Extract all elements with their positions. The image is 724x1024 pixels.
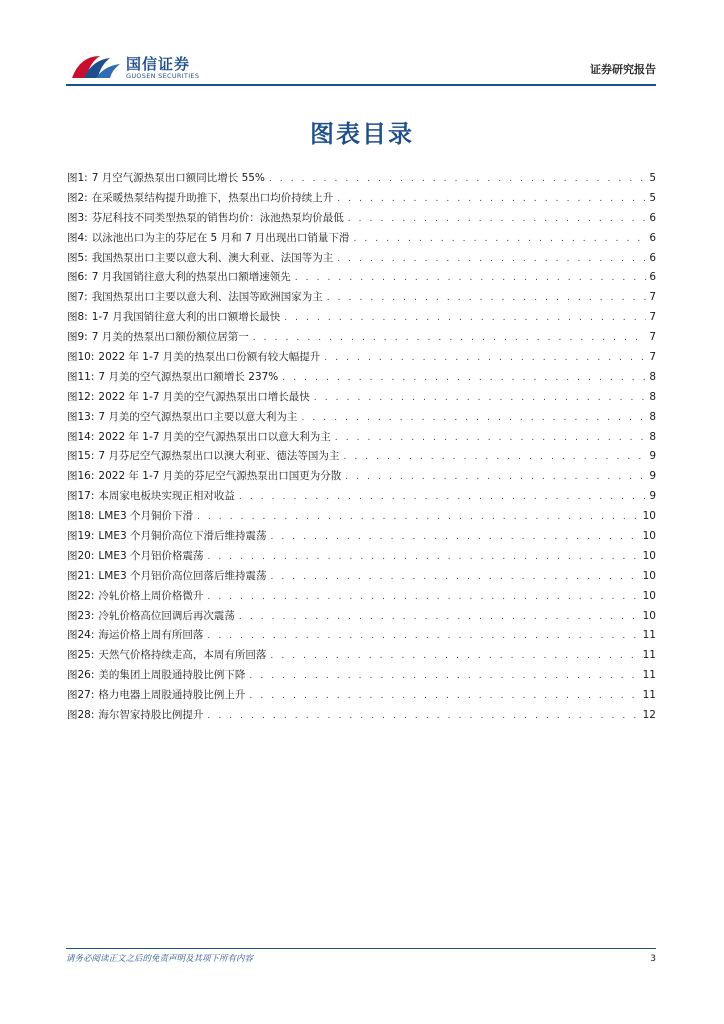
toc-entry[interactable]	[67, 249, 656, 269]
toc-entry-title: 冷轧价格高位回调后再次震荡	[98, 609, 235, 622]
toc-entry-number: 图22:	[67, 589, 95, 602]
toc-entry-title: 7 月美的热泵出口额份额位居第一	[91, 331, 249, 344]
toc-entry[interactable]	[67, 229, 656, 249]
toc-entry[interactable]	[67, 328, 656, 348]
toc-entry-number: 图26:	[67, 669, 95, 682]
toc-entry[interactable]	[67, 607, 656, 627]
toc-entry-number: 图19:	[67, 530, 95, 543]
toc-entry-number: 图24:	[67, 629, 95, 642]
toc-dot-leader	[323, 289, 646, 309]
toc-entry[interactable]	[67, 209, 656, 229]
page-number: 3	[650, 954, 656, 964]
toc-dot-leader	[235, 488, 646, 508]
toc-dot-leader	[333, 250, 646, 270]
toc-entry-number: 图14:	[67, 430, 95, 443]
toc-entry-page: 10	[642, 549, 656, 562]
toc-entry-title: 以泳池出口为主的芬尼在 5 月和 7 月出现出口销量下滑	[91, 231, 350, 244]
toc-entry-title: 海尔智家持股比例提升	[98, 709, 204, 722]
logo-english-name: GUOSEN SECURITIES	[126, 72, 200, 80]
toc-entry-title: 芬尼科技不同类型热泵的销售均价：泳池热泵均价最低	[91, 211, 344, 224]
toc-entry-page: 5	[649, 191, 656, 204]
toc-entry[interactable]	[67, 646, 656, 666]
toc-entry-page: 11	[642, 669, 656, 682]
toc-dot-leader	[291, 269, 646, 289]
toc-entry[interactable]	[67, 547, 656, 567]
toc-dot-leader	[341, 468, 646, 488]
toc-entry-title: 7 月芬尼空气源热泵出口以澳大利亚、德法等国为主	[98, 450, 340, 463]
toc-entry[interactable]	[67, 308, 656, 328]
toc-entry-page: 8	[649, 430, 656, 443]
toc-entry-page: 6	[649, 231, 656, 244]
toc-dot-leader	[235, 608, 643, 628]
footer-disclaimer: 请务必阅读正文之后的免责声明及其项下所有内容	[66, 954, 254, 964]
toc-entry[interactable]	[67, 408, 656, 428]
toc-entry-page: 6	[649, 271, 656, 284]
toc-dot-leader	[297, 409, 646, 429]
toc-entry-title: 我国热泵出口主要以意大利、澳大利亚、法国等为主	[91, 251, 334, 264]
toc-entry-number: 图3:	[67, 211, 88, 224]
toc-dot-leader	[339, 448, 646, 468]
toc-entry-title: 2022 年 1-7 月美的热泵出口份额有较大幅提升	[98, 351, 321, 364]
report-type-label: 证券研究报告	[590, 63, 656, 76]
toc-entry-page: 8	[649, 370, 656, 383]
toc-entry-number: 图12:	[67, 390, 95, 403]
toc-entry-title: 2022 年 1-7 月美的空气源热泵出口增长最快	[98, 390, 310, 403]
toc-entry-page: 6	[649, 211, 656, 224]
toc-entry-page: 7	[649, 311, 656, 324]
toc-entry-title: 冷轧价格上周价格微升	[98, 589, 204, 602]
toc-entry-page: 7	[649, 331, 656, 344]
toc-entry-number: 图28:	[67, 709, 95, 722]
toc-entry-page: 10	[642, 589, 656, 602]
toc-entry[interactable]	[67, 587, 656, 607]
toc-entry-number: 图27:	[67, 689, 95, 702]
toc-dot-leader	[320, 349, 646, 369]
toc-dot-leader	[333, 190, 646, 210]
toc-dot-leader	[245, 667, 642, 687]
toc-dot-leader	[278, 369, 646, 389]
toc-entry-page: 11	[642, 689, 656, 702]
toc-dot-leader	[344, 210, 646, 230]
toc-entry[interactable]	[67, 507, 656, 527]
toc-entry-number: 图2:	[67, 191, 88, 204]
toc-entry[interactable]	[67, 368, 656, 388]
toc-entry-page: 8	[649, 390, 656, 403]
toc-entry-number: 图11:	[67, 370, 95, 383]
toc-entry[interactable]	[67, 487, 656, 507]
toc-entry[interactable]	[67, 467, 656, 487]
toc-entry-page: 11	[642, 649, 656, 662]
toc-dot-leader	[249, 329, 646, 349]
toc-entry-title: LME3 个月铝价格震荡	[98, 549, 204, 562]
toc-entry-number: 图5:	[67, 251, 88, 264]
toc-dot-leader	[203, 588, 642, 608]
toc-entry[interactable]	[67, 428, 656, 448]
toc-entry-title: 7 月空气源热泵出口额同比增长 55%	[91, 172, 265, 184]
toc-dot-leader	[331, 429, 646, 449]
toc-dot-leader	[245, 687, 642, 707]
figure-toc-list	[67, 169, 656, 726]
toc-entry-title: LME3 个月铝价高位回落后维持震荡	[98, 569, 267, 582]
toc-entry-number: 图9:	[67, 331, 88, 344]
toc-entry-number: 图25:	[67, 649, 95, 662]
logo-chinese-name: 国信证券	[126, 55, 191, 73]
toc-entry-number: 图17:	[67, 490, 95, 503]
toc-entry[interactable]	[67, 567, 656, 587]
toc-entry-number: 图18:	[67, 510, 95, 523]
toc-entry-page: 6	[649, 251, 656, 264]
toc-dot-leader	[265, 170, 646, 190]
toc-entry-title: 1-7 月我国销往意大利的出口额增长最快	[91, 311, 281, 324]
toc-entry-number: 图10:	[67, 351, 95, 364]
toc-dot-leader	[280, 309, 646, 329]
toc-entry-page: 10	[642, 569, 656, 582]
toc-entry-title: 在采暖热泵结构提升助推下，热泵出口均价持续上升	[91, 191, 334, 204]
toc-entry-number: 图6:	[67, 271, 88, 284]
toc-entry-number: 图23:	[67, 609, 95, 622]
toc-entry[interactable]	[67, 626, 656, 646]
page-header	[66, 50, 656, 86]
toc-dot-leader	[266, 568, 642, 588]
toc-title: 图表目录	[310, 120, 414, 148]
toc-dot-leader	[349, 230, 646, 250]
toc-entry-title: 海运价格上周有所回落	[98, 629, 204, 642]
toc-entry[interactable]	[67, 686, 656, 706]
toc-entry-page: 5	[649, 172, 656, 184]
toc-entry-number: 图21:	[67, 569, 95, 582]
toc-entry-page: 9	[649, 470, 656, 483]
toc-entry-title: 7 月我国销往意大利的热泵出口额增速领先	[91, 271, 291, 284]
toc-entry-title: LME3 个月铜价下滑	[98, 510, 193, 523]
toc-entry-number: 图7:	[67, 291, 88, 304]
toc-entry[interactable]	[67, 388, 656, 408]
toc-entry-number: 图20:	[67, 549, 95, 562]
toc-entry-number: 图1:	[67, 172, 88, 184]
toc-entry[interactable]	[67, 169, 656, 189]
toc-entry[interactable]	[67, 288, 656, 308]
toc-entry-page: 9	[649, 490, 656, 503]
toc-entry-number: 图16:	[67, 470, 95, 483]
guosen-logo-icon	[70, 52, 122, 82]
toc-entry[interactable]	[67, 706, 656, 726]
toc-entry-title: 美的集团上周股通持股比例下降	[98, 669, 246, 682]
toc-dot-leader	[203, 627, 642, 647]
toc-entry-page: 8	[649, 410, 656, 423]
guosen-logo	[66, 50, 266, 86]
toc-entry-title: LME3 个月铜价高位下滑后维持震荡	[98, 530, 267, 543]
header-divider	[66, 84, 656, 86]
toc-entry-page: 7	[649, 291, 656, 304]
toc-entry-title: 7 月美的空气源热泵出口主要以意大利为主	[98, 410, 298, 423]
toc-entry-title: 2022 年 1-7 月美的芬尼空气源热泵出口国更为分散	[98, 470, 342, 483]
toc-dot-leader	[310, 389, 646, 409]
toc-entry-page: 10	[642, 510, 656, 523]
toc-entry[interactable]	[67, 348, 656, 368]
toc-entry-page: 7	[649, 351, 656, 364]
toc-entry-number: 图13:	[67, 410, 95, 423]
toc-entry[interactable]	[67, 666, 656, 686]
toc-dot-leader	[193, 508, 643, 528]
toc-entry[interactable]	[67, 527, 656, 547]
toc-entry-title: 7 月美的空气源热泵出口额增长 237%	[98, 370, 279, 383]
toc-entry-title: 2022 年 1-7 月美的空气源热泵出口以意大利为主	[98, 430, 331, 443]
toc-entry-title: 格力电器上周股通持股比例上升	[98, 689, 246, 702]
toc-entry-page: 10	[642, 530, 656, 543]
toc-entry-number: 图8:	[67, 311, 88, 324]
toc-entry-page: 9	[649, 450, 656, 463]
toc-entry-title: 我国热泵出口主要以意大利、法国等欧洲国家为主	[91, 291, 323, 304]
toc-entry-number: 图4:	[67, 231, 88, 244]
toc-entry-number: 图15:	[67, 450, 95, 463]
toc-dot-leader	[266, 647, 642, 667]
toc-entry-page: 10	[642, 609, 656, 622]
toc-entry[interactable]	[67, 447, 656, 467]
toc-dot-leader	[266, 528, 642, 548]
toc-dot-leader	[203, 707, 642, 727]
toc-dot-leader	[203, 548, 642, 568]
footer-divider	[66, 948, 656, 949]
toc-entry-title: 本周家电板块实现正相对收益	[98, 490, 235, 503]
toc-entry[interactable]	[67, 268, 656, 288]
toc-entry-page: 12	[642, 709, 656, 722]
toc-entry[interactable]	[67, 189, 656, 209]
toc-entry-page: 11	[642, 629, 656, 642]
toc-entry-title: 天然气价格持续走高，本周有所回落	[98, 649, 267, 662]
